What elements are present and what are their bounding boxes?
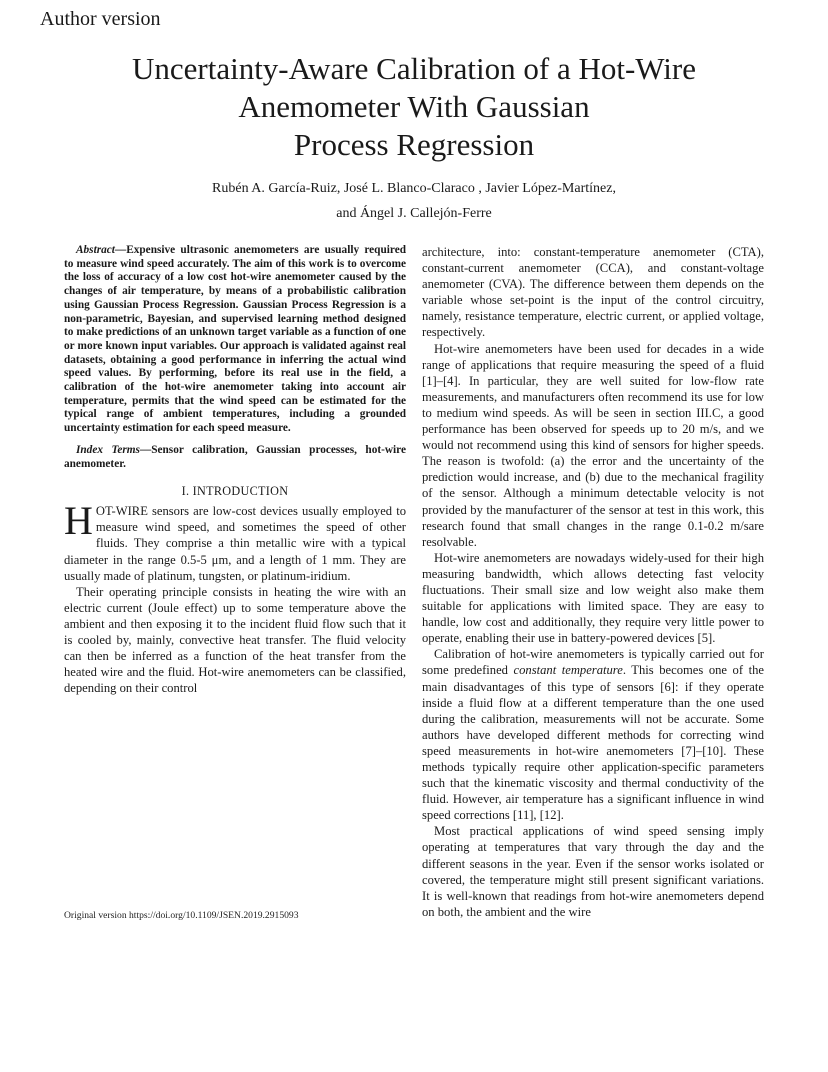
body-paragraph-4-emphasis: constant temperature (513, 663, 623, 678)
index-terms (64, 444, 406, 471)
author-version-note: Author version (40, 8, 161, 30)
index-terms-label: Index Terms (76, 443, 140, 456)
doi-footnote: Original version https://doi.org/10.1109/JSEN.2019.2915093 (64, 910, 299, 921)
abstract-label: Abstract (76, 244, 115, 256)
title-line-1: Uncertainty-Aware Calibration of a Hot-Wire (131, 51, 696, 86)
index-terms-dash: — (139, 443, 152, 456)
intro-paragraph-1 (64, 498, 406, 583)
body-paragraph-5: Most practical applications of wind speed sensing imply operating at temperatures that vary through the day and the different seasons in the year. Even if the sensor works isolated or covered, the temperature might still present significant variations. It is well-known that readings from hot-wire anemometers depend on both, the ambient and the wire (422, 824, 764, 919)
body-paragraph-4-after: . This becomes one of the main disadvantages of this type of sensors [6]: if they operate inside a fluid flow at a different temperature than the one used during the calibration, measurements will not be accurate. Some authors have developed different methods for correcting wind speed measurements in hot-wire anemometers [7]–[10]. These methods typically require other application-specific parameters such that the kinematic viscosity and thermal conductivity of the fluid. However, air temperature has a significant influence in wind speed corrections [11], [12]. (422, 663, 764, 823)
body-paragraph-4 (422, 646, 764, 823)
authors-line-2: and Ángel J. Callejón-Ferre (336, 206, 492, 221)
author-list (60, 176, 768, 226)
body-paragraph-2: Hot-wire anemometers have been used for decades in a wide range of applications that require measuring the speed of a fluid [1]–[4]. In particular, they are well suited for low-flow rate measurements, and manufacturers often recommend its use for low to medium wind speeds. As will be seen in section III.C, a good performance has been observed for speeds up to 20 m/s, and we would not recommend using this kind of sensors for higher speeds. The reason is twofold: (a) the error and the uncertainty of the prediction would increase, and (b) due to the mechanical fragility of the sensor. Although a minimum detectable velocity is not provided by the manufacturer of the sensor at test in this work, this research found that small changes in the range 0.1-0.2 m/sare resolvable. (422, 341, 764, 549)
body-paragraph-4-before: Calibration of hot-wire anemometers is typically carried out for some predefined (422, 647, 764, 678)
index-terms-text: Sensor calibration, Gaussian processes, hot-wire anemometer. (64, 443, 406, 470)
right-column (422, 244, 764, 920)
drop-cap: H (64, 498, 93, 544)
body-paragraph-3: Hot-wire anemometers are nowadays widely-used for their high measuring bandwidth, which allows detecting fast velocity fluctuations. Their small size and low weight also make them suitable for applications with limited space. They are easy to handle, low cost and additionally, they require very little power to operate, enabling their use in battery-powered devices [5]. (422, 550, 764, 646)
abstract-text: Expensive ultrasonic anemometers are usually required to measure wind speed accurately. The aim of this work is to overcome the loss of accuracy of a low cost hot-wire anemometer caused by the changes of air temperature, by means of a probabilistic calibration using Gaussian Process Regression. Gaussian Process Regression is a non-parametric, Bayesian, and supervised learning method designed to make predictions of an unknown target variable as a function of one or more known input variables. Our approach is validated against real datasets, obtaining a good performance in inferring the actual wind speed values. By performing, before its real use in the field, a calibration of the hot-wire anemometer taking into account air temperature, permits that the wind speed can be estimated for the typical range of ambient temperatures, including a grounded uncertainty estimation for each speed measure. (64, 244, 406, 435)
title-line-2: Anemometer With Gaussian (238, 89, 590, 124)
abstract-dash: — (114, 244, 127, 256)
intro-paragraph-1-text: OT-WIRE sensors are low-cost devices usually employed to measure wind speed, and sometimes the speed of other fluids. They comprise a thin metallic wire with a typical diameter in the range 0.5-5 μm, and a length of 1 mm. They are usually made of platinum, tungsten, or platinum-iridium. (64, 504, 406, 583)
body-paragraph-1: architecture, into: constant-temperature anemometer (CTA), constant-current anemometer (CCA), and constant-voltage anemometer (CVA). The difference between them depends on the variable whose set-point is the input of the control circuitry, namely, resistance temperature, electric current, or applied voltage, respectively. (422, 245, 764, 340)
intro-paragraph-2: Their operating principle consists in heating the wire with an electric current (Joule effect) up to some temperature above the ambient and then exposing it to the incident fluid flow such that it is cooled by, mainly, convective heat transfer. The fluid velocity can then be inferred as a function of the heat transfer from the heated wire and the fluid. Hot-wire anemometers can be classified, depending on their control (64, 584, 406, 696)
section-heading-introduction: I. INTRODUCTION (181, 484, 289, 499)
title-line-3: Process Regression (293, 127, 535, 162)
authors-line-1: Rubén A. García-Ruiz, José L. Blanco-Claraco , Javier López-Martínez, (212, 181, 616, 196)
left-column (64, 244, 406, 696)
abstract (64, 244, 406, 436)
paper-title (60, 50, 768, 164)
